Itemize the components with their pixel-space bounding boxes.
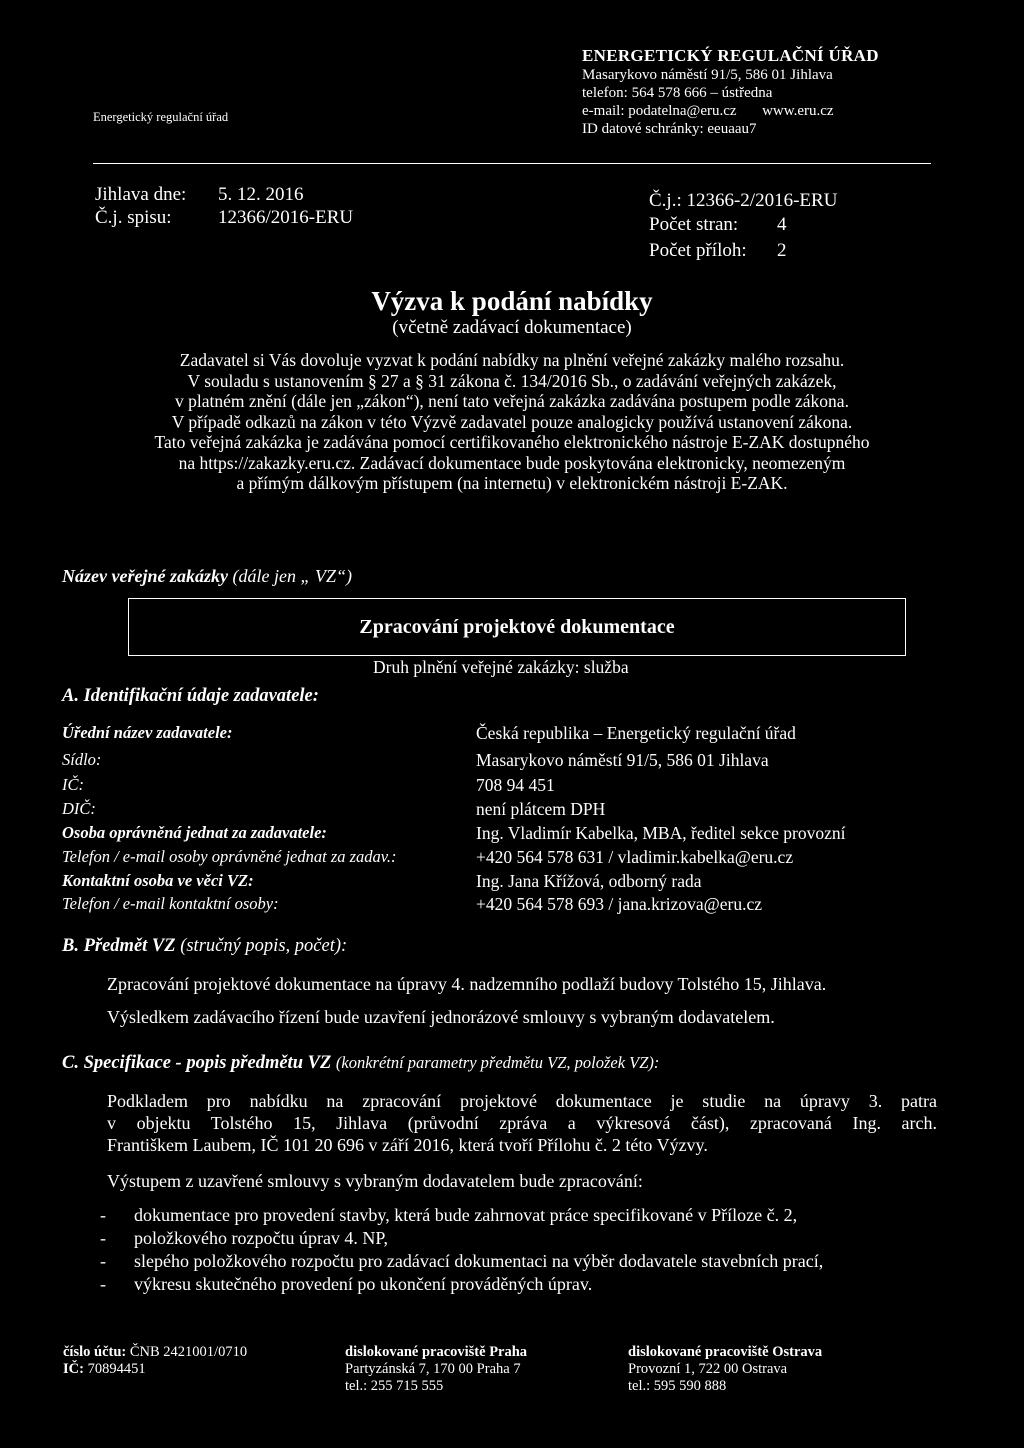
footer-account-label: číslo účtu:	[63, 1344, 127, 1360]
attach-value: 2	[777, 240, 787, 261]
section-a-value: 708 94 451	[476, 775, 555, 795]
section-a-label: DIČ:	[62, 799, 96, 818]
footer-ostrava	[628, 1344, 822, 1395]
section-b-heading-rest: (stručný popis, počet):	[180, 936, 348, 956]
footer-praha	[345, 1344, 527, 1395]
section-a-value: Ing. Jana Křížová, odborný rada	[476, 871, 702, 891]
section-b-p2: Výsledkem zadávacího řízení bude uzavření jednorázové smlouvy s vybraným dodavatelem.	[107, 1007, 775, 1027]
section-a-value: Česká republika – Energetický regulační úřad	[476, 723, 796, 743]
vz-name-value: Zpracování projektové dokumentace	[359, 616, 675, 638]
section-b-p1: Zpracování projektové dokumentace na úpravy 4. nadzemního podlaží budovy Tolstého 15, Jihlava.	[107, 974, 827, 994]
pages-value: 4	[777, 214, 787, 235]
vz-name-label-rest: (dále jen „ VZ“)	[232, 566, 352, 586]
section-c-heading-bold: C. Specifikace - popis předmětu VZ	[62, 1053, 332, 1073]
list-bullet: -	[100, 1228, 106, 1248]
footer-praha-phone: tel.: 255 715 555	[345, 1378, 444, 1394]
intro-text	[62, 350, 962, 494]
header-divider	[93, 163, 931, 164]
org-address: Masarykovo náměstí 91/5, 586 01 Jihlava	[582, 67, 833, 83]
document-subtitle: (včetně zadávací dokumentace)	[392, 317, 632, 338]
section-c-heading-rest: (konkrétní parametry předmětu VZ, položek VZ):	[335, 1053, 660, 1072]
list-bullet: -	[100, 1205, 106, 1225]
cj-row	[649, 190, 837, 212]
intro-line: v platném znění (dále jen „zákon“), není tato veřejná zakázka zadávána postupem podle zákona.	[175, 391, 849, 411]
footer-praha-address: Partyzánská 7, 170 00 Praha 7	[345, 1361, 521, 1377]
pages-label: Počet stran:	[649, 214, 739, 235]
intro-line: a přímým dálkovým přístupem (na internetu) v elektronickém nástroji E-ZAK.	[236, 473, 788, 493]
intro-line: Tato veřejná zakázka je zadávána pomocí certifikovaného elektronického nástroje E-ZAK dostupného	[154, 432, 870, 452]
org-contact	[582, 102, 879, 120]
footer-ostrava-address: Provozní 1, 722 00 Ostrava	[628, 1361, 788, 1377]
org-databox: ID datové schránky: eeuaau7	[582, 121, 757, 137]
letterhead	[582, 46, 879, 138]
section-c-p1-line: v objektu Tolstého 15, Jihlava (průvodní zpráva a výkresová část), zpracovaná Ing. arch.	[107, 1113, 937, 1133]
spis-value: 12366/2016-ERU	[218, 207, 354, 228]
section-c-p1-line: Podkladem pro nabídku na zpracování projektové dokumentace je studie na úpravy 3. patra	[107, 1091, 937, 1111]
section-a-label: Kontaktní osoba ve věci VZ:	[62, 871, 254, 890]
section-b-heading-bold: B. Předmět VZ	[62, 936, 176, 956]
list-item: slepého položkového rozpočtu pro zadávací dokumentaci na výběr dodavatele stavebních prací,	[134, 1251, 824, 1271]
section-c-p1	[107, 1090, 937, 1156]
intro-line: V případě odkazů na zákon v této Výzvě zadavatel pouze analogicky používá ustanovení zákona.	[171, 411, 853, 432]
footer-ostrava-phone: tel.: 595 590 888	[628, 1378, 727, 1394]
intro-line: Zadavatel si Vás dovoluje vyzvat k podání nabídky na plnění veřejné zakázky malého rozsahu.	[179, 350, 845, 370]
list-bullet: -	[100, 1251, 106, 1271]
section-a-label: IČ:	[62, 775, 84, 794]
vz-name-label-bold: Název veřejné zakázky	[62, 566, 228, 586]
footer-ic-value: 70894451	[87, 1361, 146, 1377]
org-web: www.eru.cz	[762, 103, 834, 119]
date-value: 5. 12. 2016	[218, 184, 304, 205]
date-label: Jihlava dne:	[95, 184, 187, 205]
vz-type: Druh plnění veřejné zakázky: služba	[373, 657, 629, 677]
cj-label: Č.j.:	[649, 190, 682, 211]
footer-praha-title: dislokované pracoviště Praha	[345, 1344, 528, 1360]
document-title: Výzva k podání nabídky	[371, 286, 653, 316]
org-name-small: Energetický regulační úřad	[93, 110, 229, 124]
section-c-p1-line: Františkem Laubem, IČ 101 20 696 v září 2016, která tvoří Přílohu č. 2 této Výzvy.	[107, 1135, 708, 1155]
attach-label: Počet příloh:	[649, 240, 747, 261]
section-a-value: není plátcem DPH	[476, 799, 606, 819]
list-item: dokumentace pro provedení stavby, která bude zahrnovat práce specifikované v Příloze č. 2,	[134, 1205, 798, 1225]
section-a-label: Sídlo:	[62, 750, 102, 769]
section-a-value: Ing. Vladimír Kabelka, MBA, ředitel sekce provozní	[476, 823, 846, 843]
section-a-value: +420 564 578 631 / vladimir.kabelka@eru.cz	[476, 847, 794, 867]
section-b-heading	[62, 936, 347, 957]
footer-account	[63, 1344, 247, 1378]
section-a-label: Telefon / e-mail kontaktní osoby:	[62, 894, 279, 913]
section-a-value: Masarykovo náměstí 91/5, 586 01 Jihlava	[476, 750, 769, 770]
section-a-label: Osoba oprávněná jednat za zadavatele:	[62, 823, 327, 842]
vz-name-label	[62, 566, 352, 587]
org-name: ENERGETICKÝ REGULAČNÍ ÚŘAD	[582, 46, 879, 65]
section-a-heading: A. Identifikační údaje zadavatele:	[62, 686, 319, 706]
list-item: položkového rozpočtu úprav 4. NP,	[134, 1228, 388, 1248]
list-item: výkresu skutečného provedení po ukončení prováděných úprav.	[134, 1274, 593, 1294]
section-c-heading	[62, 1053, 659, 1074]
section-c-p2: Výstupem z uzavřené smlouvy s vybraným dodavatelem bude zpracování:	[107, 1171, 643, 1191]
intro-line: V souladu s ustanovením § 27 a § 31 zákona č. 134/2016 Sb., o zadávání veřejných zakázek,	[187, 370, 837, 391]
footer-account-value: ČNB 2421001/0710	[129, 1344, 248, 1360]
section-a-label: Úřední název zadavatele:	[62, 723, 233, 742]
list-bullet: -	[100, 1274, 106, 1294]
footer-ic-label: IČ:	[63, 1361, 84, 1377]
cj-value: 12366-2/2016-ERU	[686, 190, 838, 211]
section-a-value: +420 564 578 693 / jana.krizova@eru.cz	[476, 894, 762, 914]
org-phone: telefon: 564 578 666 – ústředna	[582, 85, 773, 101]
intro-line: na https://zakazky.eru.cz. Zadávací dokumentace bude poskytována elektronicky, neomezeným	[178, 452, 846, 473]
section-a-label: Telefon / e-mail osoby oprávněné jednat za zadav.:	[62, 847, 397, 866]
footer-ostrava-title: dislokované pracoviště Ostrava	[628, 1344, 823, 1360]
org-email: e-mail: podatelna@eru.cz	[582, 103, 737, 119]
spis-label: Č.j. spisu:	[95, 207, 172, 228]
